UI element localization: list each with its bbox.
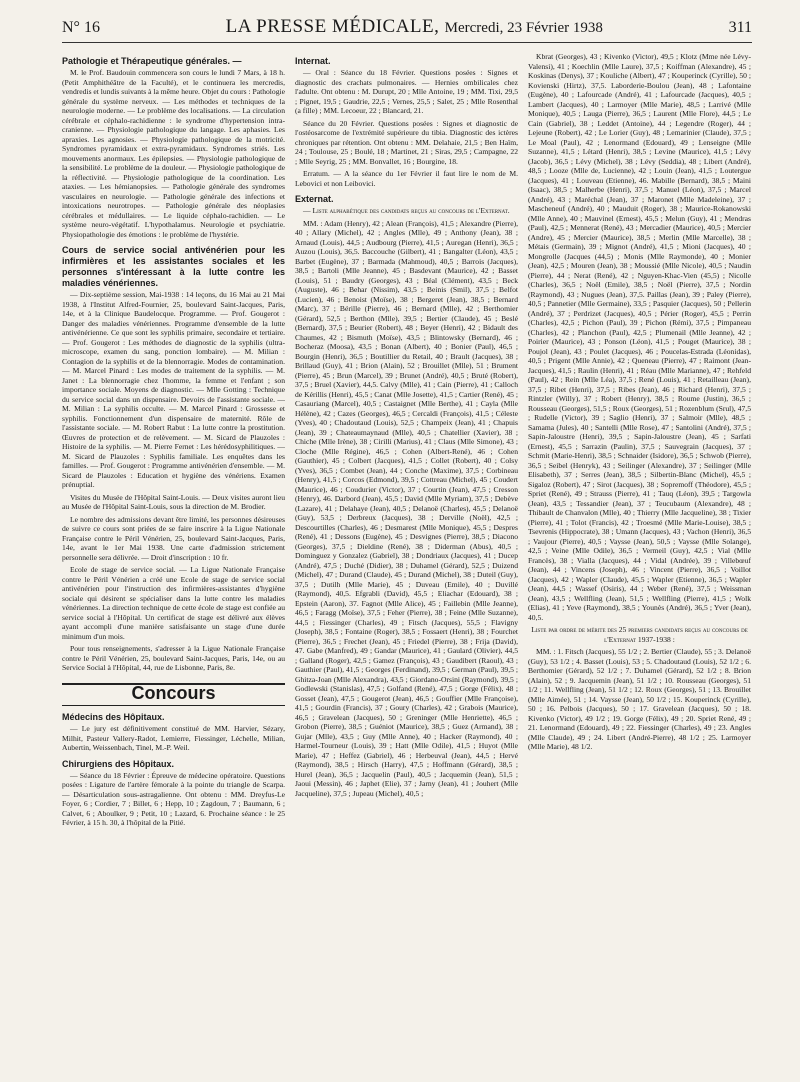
section-heading: Médecins des Hôpitaux. (62, 712, 165, 722)
concours-heading: Concours (131, 682, 216, 703)
paragraph: — Oral : Séance du 18 Février. Questions posées : Signes et diagnostic des crachats pulmonaires. — Hernies ombilicales chez l'adulte. Ont obtenu : M. Durupt, 20 ; Mlle Antoine, 19 ; MM. Tixi, 29,5 ; Pignet, 19,5 ; Gaudrie, 22,5 ; Vernes, 25,5 ; Salet, 25 ; Mlle Rosenthal (a fille) ; MM. Lecoeur, 22 ; Blancard, 21. (295, 68, 518, 115)
section-heading: Pathologie et Thérapeutique générales. — (62, 56, 242, 66)
candidate-list: MM. : Adam (Henry), 42 ; Alean (François), 41,5 ; Alexandre (Pierre), 40 ; Allary (Michel), 42 ; Angles (Mlle), 49 ; Anthony (Jean), 38 ; Arnaud (Louis), 44,5 ; Audbourg (Pierre), 41,5 ; Auregan (Henri), 36,5 ; Auzou (Louis), 36,5. Baccouche (Gilbert), 41 ; Bangalter (Léon), 43,5 ; Barbet (Eugène), 37 ; Barmada (Mahmoud), 40,5 ; Barrois (Jacques), 38,5 ; Bartoli (Mlle Jeanne), 45 ; Basdevant (Maurice), 42 ; Basset (Louis), 51 ; Baudry (Georges), 43 ; Béal (Clément), 43,5 ; Beck (Auguste), 46 ; Behar (Nissim), 43,5 ; Beinis (Smil), 37,5 ; Belfot (Lucien), 46 ; Benoist (Moïse), 38 ; Bergeret (Jean), 38,5 ; Bernard (Marc), 37 ; Bérille (Pierre), 46 ; Bernard (Mlle), 42 ; Berthomier (Gérard), 52,5 ; Berthon (Mlle), 39,5 ; Bertier (Claude), 45 ; Beslé (Bernard), 37,5 ; Beurier (Robert), 48 ; Beyer (Henri), 42 ; Bidault des Chaumes, 42 ; Bismuth (Moïse), 43,5 ; Blintowsky (Bernard), 46 ; Bocheraz (Moosa), 43,5 ; Bonan (Albert), 40 ; Bonier (Paul), 46,5 ; Bourgin (Henri), 36,5 ; Boutillier du Retail, 40 ; Brault (Jacques), 38 ; Brillaud (Guy), 41 ; Brion (Alain), 52 ; Brouillet (Mlle), 51 ; Brument (Pierre), 45 ; Brun (Marcel), 39 ; Brunet (André), 40,5 ; Bruté (Robert), 37,5 ; Bruel (Xavier), 44,5. Calvy (Mlle), 41 ; Cain (Pierre), 41 ; Calloch de Kérillis (Henri), 45,5 ; Canat (Mlle Josette), 41,5 ; Cartier (René), 45 ; Casauriang (Marcel), 40,5 ; Castaignet (Mlle Berthe), 41 ; Cayla (Mlle Hélène), 42 ; Cazes (Georges), 46,5 ; Cercaldi (François), 41,5 ; Céleste (Yves), 40 ; Chadoutaud (Louis), 52,5 ; Champeix (Jean), 41 ; Chapuis (Jean), 39 ; Chateaumaynaud (Mlle), 40,5 ; Chatellier (Xavier), 38 ; Chiche (Mlle Irène), 38 ; Cirilli (Marius), 41 ; Claus (Mlle Simone), 43 ; Cloche (Mlle Régine), 46,5 ; Cohen (Albert-René), 46 ; Cohen (Gauthier), 45 ; Colbert (Jacques), 41,5 ; Collet (Robert), 40 ; Colsy (Yves), 36,5 ; Combet (Jean), 44 ; Conche (Maxime), 37,5 ; Corbineau (Henry), 41,5 ; Corcos (Edmond), 39,5 ; Cottreau (Michel), 45 ; Coudert (Maurice), 46 ; Coudurier (Victor), 37 ; Courtin (Jean), 47,5 ; Cresson (Henry), 46. Darbord (Jean), 45,5 ; David (Mlle Myriam), 37,5 ; Debève (Lazare), 41 ; Delahaye (Jean), 40,5 ; Delanoë (Charles), 45,5 ; Delanoë (Guy), 53,5 ; Derbreux (Jacques), 38 ; Derville (Noël), 42,5 ; Descourtilles (Charles), 46 ; Desmarest (Mlle Monique), 45,5 ; Despres (René), 41 ; Dessons (Eugène), 45 ; Desvignes (Pierre), 38,5 ; Diacono (Georges), 37,5 ; Dieldine (René), 38 ; Diderman (Abus), 40,5 ; Dominguez y Gonzalez (Gabriel), 38 ; Dondriaux (Jacques), 41 ; Ducep (André), 47,5 ; Duché (Didier), 38 ; Duhamel (Gérard), 52,5 ; Duizend (Michel), 47 ; Durand (Claude), 45 ; Durand (Michel), 38 ; Duteil (Guy), 37,5 ; Dutilh (Mlle Marie), 45 ; Duveau (Emile), 40 ; Duvillé (Raymond), 40,5. Efgrabli (David), 45,5 ; Eliachar (Edouard), 38 ; Epstein (Aaron), 37. Fagnot (Mlle Alice), 45 ; Faillebin (Mlle Jeanne), 46,5 ; Faragg (Moïse), 37,5 ; Feher (Pierre), 38 ; Feine (Mlle Suzanne), 44,5 ; Fiessinger (Charles), 49 ; Fitsch (Jacques), 55,5 ; Flavigny (Joseph), 38,5 ; Fontaine (Roger), 38,5 ; Fossaert (Henri), 38 ; Fourchet (Pierre), 36,5 ; Frechet (Jean), 45 ; Friedel (Pierre), 38 ; Frija (David), 47. Gabe (Manfred), 49 ; Gandar (Maurice), 41 ; Gaulard (Olivier), 44,5 ; Galland (Roger), 42,5 ; Gamez (François), 43 ; Gaudibert (Raoul), 43 ; Gauthier (Paul), 41,5 ; Georges (Ferdinand), 39,5 ; German (Paul), 39,5 ; Ghitza-Joan (Mlle Alexandra), 43,5 ; Giordano-Orsini (Raymond), 39,5 ; Godlewski (Stanislas), 47,5 ; Golfand (René), 47,5 ; Gorge (Félix), 48 ; Gosset (Jean), 47,5 ; Gougerot (Jean), 46,5 ; Gouffier (Mlle Françoise), 41,5 ; Gourdin (Francis), 37 ; Goury (Charles), 42 ; Grabois (Maurice), 46,5 ; Gravelean (Jacques), 50 ; Greninger (Mlle Henriette), 46,5 ; Grobon (Pierre), 38,5 ; Guéniot (Maurice), 38,5 ; Guez (Armand), 38 ; Gujar (Mlle), 43,5 ; Guy (Mlle Anne), 40 ; Hacker (Raymond), 40 ; Harmel-Tourneur (Louis), 39 ; Hatt (Mlle Odile), 41,5 ; Huyot (Mlle Marie), 47 ; Heffez (Gabriel), 46 ; Herbeuval (Jean), 44,5 ; Hervé (Raymond), 38,5 ; Hirsch (Harry), 47,5 ; Hoffmann (Gérard), 38,5 ; Hurel (Jean), 36,5 ; Jacquelin (Paul), 40,5 ; Jacquemin (Jean), 51,5 ; Jaoui (Messin), 46 ; Japhet (Elie), 37 ; Jarny (Jean), 41 ; Jouhert (Mlle Jacqueline), 37,5 ; Jupeau (Michel), 40,5 ; (295, 218, 518, 798)
column-2 (295, 52, 518, 1067)
page-label: N° 16 (62, 19, 100, 36)
article-columns (62, 52, 752, 1067)
paragraph: — Le jury est définitivement constitué de MM. Harvier, Sézary, Milhit, Pasteur Vallery-Radot, Lemierre, Fiessinger, Léchelle, Milian, Aubertin, Weissenbach, Tinel, M.-P. Weil. (62, 724, 285, 752)
section-externat (295, 194, 518, 798)
paragraph: Erratum. — A la séance du 1er Février il faut lire le nom de M. Lebovici et non Leibovici. (295, 169, 518, 188)
section-medecins-hopitaux (62, 712, 285, 753)
section-heading: Chirurgiens des Hôpitaux. (62, 758, 175, 769)
page-header (62, 16, 752, 43)
section-pathologie (62, 56, 285, 239)
merit-list-title: Liste par ordre de mérite des 25 premiers candidats reçus au concours de l'Externat 1937-1938 : (531, 625, 748, 644)
paragraph: Séance du 20 Février. Questions posées : Signes et diagnostic de l'ostéosarcome de l'extrémité supérieure du tibia. Diagnostic des ictères chroniques par rétention. Ont obtenu : MM. Delahaie, 21,5 ; Ben Haïm, 24 ; Toulouse, 25 ; Boulé, 18 ; Martinet, 21 ; Siras, 29,5 ; Campagne, 22 ; Mlle Seyrig, 25 ; MM. Bonvallet, 16 ; Bourgine, 18. (295, 118, 518, 166)
section-cours-service-social (62, 245, 285, 673)
paragraph: M. le Prof. Baudouin commencera son cours le lundi 7 Mars, à 18 h. (Petit Amphithéâtre de la Faculté), et le continuera les mercredis, vendredis et lundis suivants à la même heure. Objet du cours : Pathologie générale du système nerveux. — Les méthodes et techniques de la neurologie moderne. — Le problème des localisations. — La circulation cérébrale et céphalo-rachidienne : le syndrome d'hypertension intra-cranienne. — Physiologie pathologique du langage. Les aphasies. Les apraxies. Les agnosies. — Physiologie pathologique de la motricité. Syndromes pyramidaux et extra-pyramidaux. Syndromes striés. Les mouvements anormaux. Les épilepsies. — Physiologie pathologique de la sensibilité. Le problème de la douleur. — Physiologie pathologique de la réflectivité. — Physiologie pathologique de la coordination. Les ataxies. — Les hémianopsies. — Pathologie générale des syndromes vasculaires en neurologie. — Pathologie générale des infections et intoxications neurotropes. — Pathologie générale des néoplasies cérébrales et médullaires. — Le liquide céphalo-rachidien. — Le système neuro-végétatif. L'hypothalamus. Neurologie et psychiatrie. Physiopathologie des émotions : le problème de l'hystérie. (62, 68, 285, 239)
column-3 (528, 52, 751, 1067)
paragraph: Pour tous renseignements, s'adresser à la Ligue Nationale Française contre le Péril Vénérien, 25, boulevard Saint-Jacques, Paris, 14e, ou au Service Social à l'Hôpital, 44, rue de Lisbonne, Paris, 8e. (62, 644, 285, 672)
paragraph: — Liste alphabétique des candidats reçus au concours de l'Externat. (303, 206, 510, 215)
section-chirurgiens-hopitaux (62, 759, 285, 828)
paragraph: Le nombre des admissions devant être limité, les personnes désireuses de suivre ce cours sont priées de se faire inscrire à la Ligue Nationale Française contre le Péril Vénérien, 25, boulevard Saint-Jacques, Paris, 14e, avant le 1er Mai 1938. Une carte d'admission strictement personnelle sera délivrée. — Droit d'inscription : 10 fr. (62, 514, 285, 562)
section-heading: Internat. (295, 56, 331, 66)
issue-date: Mercredi, 23 Février 1938 (444, 20, 603, 36)
journal-name: LA PRESSE MÉDICALE, (225, 16, 440, 37)
section-heading: Cours de service social antivénérien pour les infirmières et les assistantes sociales et les personnes s'intéressant à la lutte contre les maladies vénériennes. (62, 245, 285, 288)
journal-title (226, 16, 603, 38)
paragraph: — Dix-septième session, Mai-1938 : 14 leçons, du 16 Mai au 21 Mai 1938, à l'Institut Alfred-Fournier, 25, boulevard Saint-Jacques, Paris, 14e, et à la Clinique Baudelocque. Programme. — Prof. Gougerot : Danger des maladies vénériennes. Programme d'ensemble de la lutte antivénérienne. Ce que sont les syphilis primaire, secondaire et tertiaire. — Prof. Gougerot : Les méthodes de diagnostic de la syphilis (ultra-microscope, examen du sang, ponction lombaire). — M. Milian : Contagion de la syphilis et de la blennorragie. Modes de contamination. — M. Marcel Pinard : Les modes de traitement de la syphilis. — M. Janet : La blennorragie chez l'homme, la femme et l'enfant ; son importance sociale. Moyens de diagnostic. — Mlle Gotting : Technique du service social dans un dispensaire. Devoirs de l'assistante sociale. — M. Milian : La syphilis occulte. — M. Marcel Pinard : Grossesse et syphilis. Fonctionnement d'un dispensaire de maternité. Rôle de l'assistante sociale. — M. Robert Rabut : La lutte contre la prostitution. Œuvres de protection et de relèvement. — M. Sicard de Plauzoles : Histoire de la syphilis. — M. Pierre Fernet : Les hérédosyphilitiques. — M. Sicard de Plauzoles : Syphilis familiale. Les enquêtes dans les familles. — Prof. Gougerot : Programme antivénérien d'ensemble. — M. Sicard de Plauzoles : Education et hygiène des vénériens. Examen prénuptial. (62, 290, 285, 489)
concours-banner (62, 683, 285, 707)
paragraph: — Séance du 18 Février : Épreuve de médecine opératoire. Questions posées : Ligature de l'artère fémorale à la pointe du triangle de Scarpa. — Désarticulation sous-astragalienne. Ont obtenu : MM. Dreyfus-Le Foyer, 6 ; Cordier, 7 ; Billet, 6 ; Hepp, 10 ; Zagdoun, 7 ; Baumann, 6 ; Calvet, 6 ; Aboulker, 9 ; Petit, 10 ; Lazard, 6. Prochaine séance : le 25 Février, à 15 h. 30, à l'hôpital de la Pitié. (62, 770, 285, 827)
section-internat (295, 56, 518, 188)
section-heading: Externat. (295, 194, 334, 204)
column-1 (62, 52, 285, 1067)
paragraph: Visites du Musée de l'Hôpital Saint-Louis. — Deux visites auront lieu au Musée de l'Hôpital Saint-Louis, sous la direction de M. Brodier. (62, 492, 285, 511)
merit-list: MM. : 1. Fitsch (Jacques), 55 1/2 ; 2. Bertier (Claude), 55 ; 3. Delanoë (Guy), 53 1/2 ; 4. Basset (Louis), 53 ; 5. Chadoutaud (Louis), 52 1/2 ; 6. Berthomier (Gérard), 52 1/2 ; 7. Duhamel (Gérard), 52 1/2 ; 8. Brion (Alain), 52 ; 9. Jacquemin (Jean), 51 1/2 ; 10. Rousseau (Georges), 51 1/2 ; 11. Wellfling (Jean), 51 1/2 ; 12. Roux (Georges), 51 ; 13. Brouillet (Mlle Aimée), 51 ; 14. Vaysse (Jean), 50 1/2 ; 15. Kouperinck (Cyrille), 50 ; 16. Pelbois (Jacques), 50 ; 17. Gravelean (Jacques), 50 ; 18. Kivenko (Victor), 49 1/2 ; 19. Gorge (Félix), 49 ; 20. Spriet René, 49 ; 21. Lenormand (Edouard), 49 ; 22. Fiessinger (Charles), 49 ; 23. Angles (Mlle Claude), 49 ; 24. Libert (André-Pierre), 48 1/2 ; 25. Larmoyer (Mlle Marie), 48 1/2. (528, 647, 751, 751)
candidate-list-continued: Kbrat (Georges), 43 ; Kivenko (Victor), 49,5 ; Klotz (Mme née Lévy-Valensi), 41 ; Koechlin (Mlle Laure), 37,5 ; Koiffman (Alexandre), 45 ; Koskinas (Denys), 37 ; Kouliche (Albert), 47 ; Kouperinck (Cyrille), 50 ; Kovienski (Hirtz), 37,5. Laborderie-Boulou (Jean), 48 ; Lafontaine (Eugène), 40 ; Lafourcade (André), 41 ; Lafourcade (Jacques), 40,5 ; Lambert (Jacques), 40 ; Larmoyer (Mlle Marie), 48,5 ; Larrivé (Mlle Monique), 40,5 ; Lauga (Pierre), 36,5 ; Laurent (Mlle Flore), 44,5 ; Le Cain (Gabriel), 38 ; Leddet (Antoine), 44 ; Legendre (Roger), 44 ; Lejeune (Robert), 42 ; Le Lorier (Guy), 48 ; Lemarinier (Claude), 37,5 ; Le Moal (Paul), 42 ; Lenormand (Edouard), 49 ; Lenseigne (Mlle Suzanne), 41,5 ; Létard (Henri), 38,5 ; Levine (Maurice), 41,5 ; Lévy (Jacob), 36,5 ; Lévy (Michel), 38 ; Lévy (Seddia), 48 ; Libert (André), 48,5 ; Looze (Mlle de, Lucienne), 42 ; Louin (Jean), 41,5 ; Loutergue (Jacques), 41 ; Louveau (Etienne), 46. Mabille (Bernard), 38,5 ; Maini (Isaac), 38,5 ; Malherbe (Henri), 37,5 ; Manuel (Léon), 37,5 ; Marcel (André), 43 ; Maréchal (Jean), 37 ; Maronet (Mlle Madeleine), 37 ; Mascheneuf (André), 40 ; Mauduit (Roger), 38 ; Maurice-Rokanowski (Mlle Anne), 40 ; Mauvinel (Ernest), 45,5 ; Melun (Guy), 41 ; Mendras (Paul), 42,5 ; Mennerat (René), 43 ; Mercadier (Maurice), 40,5 ; Mercier (Andre), 45 ; Mercier (Maurice), 38,5 ; Merlin (Mlle Marcelle), 38 ; Métais (Germain), 39 ; Mignot (André), 41,5 ; Mioni (Jacques), 40 ; Mongrolle (Jacques (44,5) ; Monis (Mlle Raymonde), 40 ; Monier (Jean), 42,5 ; Mouren (Jean), 38 ; Moussié (Mlle Nicole), 40,5 ; Naudin (Pierre), 44 ; Nerat (René), 42 ; Nguyen-Khac-Vien (45,5) ; Nicolle (Charles), 36,5 ; Noël (Emile), 38,5 ; Noël (Pierre), 37,5 ; Nordin (Raymond), 43 ; Nugues (Jean), 37,5. Paillas (Jean), 39 ; Paley (Pierre), 40,5 ; Pannetier (Mlle Germaine), 33,5 ; Pasquier (Jacques), 50 ; Pellerin (André), 37 ; Perdrizet (Jacques), 40,5 ; Périer (Roger), 45,5 ; Perrin (Charles), 42,5 ; Pichon (Paul), 39 ; Pichon (Rémi), 37,5 ; Pimpaneau (Charles), 42 ; Planchon (Paul), 42,5 ; Plumenail (Mlle Jeanne), 42 ; Poirier (Maurice), 43 ; Ponson (Léon), 41,5 ; Pouget (Maurice), 38 ; Poujol (Jean), 43 ; Poulet (Jacques), 46 ; Poucelas-Estrada (Léonidas), 40,5 ; Prigent (Mlle Annie), 42 ; Queneau (Pierre), 47 ; Raimont (Jean-Jacques), 41,5 ; Raulin (Henri), 41 ; Réau (Mlle Marianne), 47 ; Rehfeld (Paul), 42 ; Rein (Mlle Léa), 37,5 ; René (Louis), 41 ; Retailleau (Jean), 37,5 ; Ribet (Henri), 37,5 ; Ribes (Jean), 46 ; Richard (Henri), 37,5 ; Rintzler (Willy), 37 ; Robert (Henry), 38,5 ; Roume (Justin), 36,5 ; Rousseau (Georges), 51,5 ; Roux (Georges), 51 ; Rozenblum (Srul), 47,5 ; Rudelle (Victor), 39 ; Saglio (Henri), 37 ; Salmoir (Mlle), 48,5 ; Samama (Jules), 40 ; Santelli (Mlle Rose), 47 ; Santolini (André), 37,5 ; Sapin-Jaloustre (Henri), 39,5 ; Sapin-Jaloustre (Jean), 45 ; Sarfati (Ernest), 45,5 ; Sarrazin (Paulin), 37,5 ; Sauvegrain (Jacques), 37 ; Schmit (Marie-Henri), 38,5 ; Schnaider (Isidore), 36,5 ; Schwob (Pierre), 36,5 ; Seibel (Henryk), 43 ; Seilinger (Alexandre), 37 ; Seilinger (Mlle Elisabeth), 37 ; Serres (Jean), 38,5 ; Silbertin-Blanc (Michel), 45,5 ; Sigaloz (Robert), 47 ; Sirot (Jacques), 38 ; Sopremoff (Théodore), 45,5 ; Spriet (René), 49 ; Strauss (Pierre), 41 ; Tauq (Léon), 39,5 ; Targowla (Jean), 43,5 ; Tessandier (Jean), 37 ; Teucubaum (Alexandre), 48 ; Thibault de Chanvalon (Mlle), 40 ; Thierry (Mlle Jacqueline), 38 ; Tixier (Pierre), 41 ; Tolot (Francis), 42 ; Troesmé (Mlle Marie-Louise), 38,5 ; Tsevrenis (Hippocrate), 38 ; Umann (Jacques), 43 ; Vachon (Henri), 36,5 ; Vaujour (Pierre), 40,5 ; Vaysse (Jean), 50,5 ; Vaysse (Mlle Solange), 42,5 ; Veine (Mlle Odile), 36,5 ; Vermeil (Guy), 42,5 ; Vial (Mlle Francès), 38 ; Vialla (Jacques), 44 ; Vidal (Andrée), 39 ; Villebœuf (Jean), 44 ; Vincens (Joseph), 46 ; Vincent (Pierre), 36,5 ; Voillot (Jacques), 42 ; Wapler (Claude), 45,5 ; Wapler (Etienne), 36,5 ; Wapler (Jean), 44,5 ; Wassef (Osiris), 44 ; Weber (René), 37,5 ; Weissman (Jean), 43,5 ; Wellfling (Jean), 51,5 ; Wellfling (Pierre), 41,5 ; Wolk (Elias), 41 ; Yeve (Raymond), 38,5 ; Younès (André), 36,5 ; Yver (Jean), 40,5. (528, 52, 751, 622)
paragraph: Ecole de stage de service social. — La Ligue Nationale Française contre le Péril Vénérien a créé une Ecole de stage de service social antivénérien pour l'instruction des infirmières-assistantes d'hygiène sociale qui désirent se spécialiser dans la lutte contre les maladies vénériennes. La direction technique de cette école de stage est confiée au service social à l'Hôpital. Un certificat de stage est délivré aux élèves ayant accompli d'une manière satisfaisante un stage d'une durée minimum d'un mois. (62, 565, 285, 641)
page-number: 311 (728, 19, 752, 36)
